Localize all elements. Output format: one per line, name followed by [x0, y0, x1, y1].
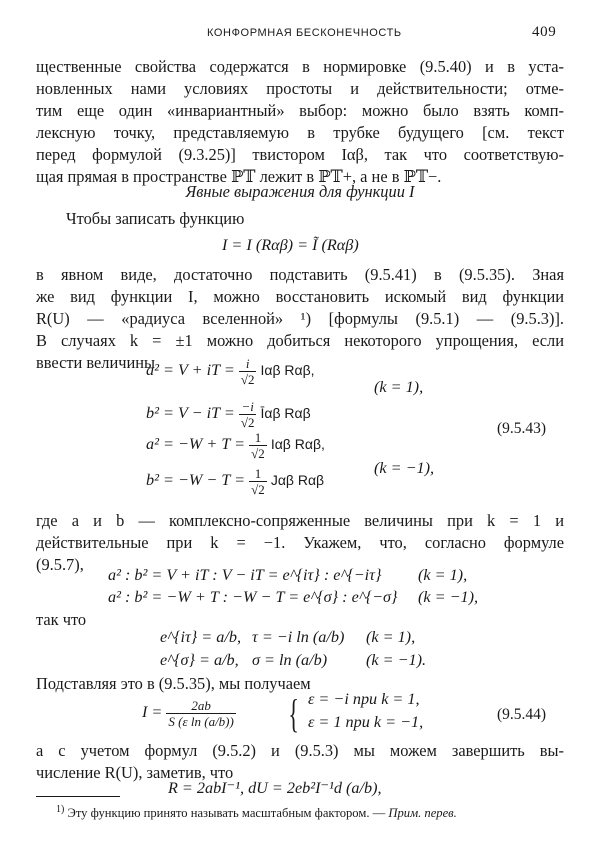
fraction: [239, 399, 257, 430]
paragraph1-line: тим еще один «инвариантный» выбор: можно было взять комп-: [36, 101, 564, 120]
fraction-denominator: √2: [240, 415, 255, 430]
paragraph2-line: В случаях k = ±1 можно добиться некоторого упрощения, если: [36, 331, 564, 350]
eq-lhs: b² = −W − T =: [146, 471, 246, 490]
eq-exp-condition: (k = 1),: [366, 628, 416, 646]
eq-rhs: Jαβ Rαβ: [270, 472, 325, 489]
fraction-numerator: 1: [249, 430, 267, 446]
paragraph2-line: ввести величины: [36, 353, 156, 372]
eq-case: ε = 1 при k = −1,: [308, 713, 424, 731]
paragraph2-line: R(U) — «радиуса вселенной» ¹) [формулы (9.5.1) — (9.5.3)].: [36, 309, 564, 328]
footnote-mark: 1): [56, 804, 65, 815]
eq-lhs: a² = V + iT =: [146, 361, 235, 380]
paragraph1-line: новленных нами условиях простоты и действительности; отме-: [36, 79, 564, 98]
equation-final: R = 2abI⁻¹, dU = 2eb²I⁻¹d (a/b),: [168, 779, 382, 797]
eq-condition-km1: (k = −1),: [374, 459, 435, 477]
eq-ratio-condition: (k = −1),: [418, 588, 479, 606]
footnote-attribution: Прим. перев.: [388, 806, 457, 821]
footnote-text: Эту функцию принято называть масштабным фактором. —: [67, 806, 389, 821]
eq-ratio-row: a² : b² = −W + T : −W − T = e^{σ} : e^{−σ}: [108, 588, 398, 606]
fraction-denominator: √2: [240, 372, 255, 387]
paragraph3-line: (9.5.7),: [36, 555, 84, 574]
eq-lhs: a² = −W + T =: [146, 435, 246, 454]
paragraph1-line: щая прямая в пространстве ℙ𝕋 лежит в ℙ𝕋+, а не в ℙ𝕋−.: [36, 167, 442, 186]
eq-case: ε = −i при k = 1,: [308, 690, 420, 708]
paragraph1-line: лексную точку, представляемую в трубке будущего [см. текст: [36, 123, 564, 142]
running-header: КОНФОРМНАЯ БЕСКОНЕЧНОСТЬ: [207, 27, 402, 39]
eq-exp-part: σ = ln (a/b): [252, 651, 328, 669]
eq-lhs: b² = V − iT =: [146, 404, 235, 423]
fraction: [249, 430, 267, 461]
eq-9544-lhs: [142, 698, 236, 729]
page-number: 409: [532, 24, 557, 40]
fraction-denominator: √2: [251, 482, 265, 497]
paragraph4-line: а с учетом формул (9.5.2) и (9.5.3) мы можем завершить вы-: [36, 741, 564, 760]
fraction-denominator: √2: [251, 446, 265, 461]
fraction-numerator: i: [239, 356, 257, 372]
fraction-denominator: S (ε ln (a/b)): [168, 714, 234, 729]
paragraph3-line: действительные при k = −1. Укажем, что, согласно формуле: [36, 533, 564, 552]
equation-number: (9.5.44): [497, 706, 547, 723]
eq-9543-row: [146, 466, 324, 497]
eq-ratio-row: a² : b² = V + iT : V − iT = e^{iτ} : e^{−iτ}: [108, 566, 382, 584]
section-title: Явные выражения для функции I: [185, 182, 415, 201]
fraction: [249, 466, 267, 497]
equation-function: I = I (Rαβ) = Ĩ (Rαβ): [222, 236, 359, 254]
curly-brace: {: [288, 691, 299, 736]
fraction-numerator: 1: [249, 466, 267, 482]
text-substituting: Подставляя это в (9.5.35), мы получаем: [36, 674, 311, 693]
equation-number: (9.5.43): [497, 420, 547, 437]
fraction: [239, 356, 257, 387]
paragraph4-line: числение R(U), заметив, что: [36, 763, 234, 782]
eq-9543-row: [146, 430, 325, 461]
footnote: [56, 804, 457, 821]
eq-rhs: Īαβ Rαβ: [260, 405, 311, 422]
fraction-numerator: 2ab: [166, 698, 235, 714]
footnote-divider: [36, 796, 120, 797]
eq-9543-row: [146, 356, 315, 387]
paragraph1-line: щественные свойства содержатся в нормировке (9.5.40) и в уста-: [36, 57, 564, 76]
paragraph1-line: перед формулой (9.3.25)] твистором Iαβ, так что соответствую-: [36, 145, 564, 164]
eq-exp-part: e^{iτ} = a/b,: [160, 628, 242, 646]
fraction: [166, 698, 235, 729]
eq-lhs: I =: [142, 703, 163, 722]
eq-condition-k1: (k = 1),: [374, 378, 424, 396]
eq-rhs: Iαβ Rαβ,: [260, 362, 315, 379]
eq-rhs: Iαβ Rαβ,: [270, 436, 325, 453]
paragraph2-line: в явном виде, достаточно подставить (9.5.41) в (9.5.35). Зная: [36, 265, 564, 284]
fraction-numerator: −i: [239, 399, 257, 415]
paragraph2-line: же вид функции I, можно восстановить искомый вид функции: [36, 287, 564, 306]
intro-line: Чтобы записать функцию: [66, 209, 245, 228]
eq-9543-row: [146, 399, 311, 430]
eq-exp-part: e^{σ} = a/b,: [160, 651, 239, 669]
text-so-that: так что: [36, 610, 87, 629]
eq-ratio-condition: (k = 1),: [418, 566, 468, 584]
eq-exp-condition: (k = −1).: [366, 651, 427, 669]
paragraph3-line: где a и b — комплексно-сопряженные величины при k = 1 и: [36, 511, 564, 530]
eq-exp-part: τ = −i ln (a/b): [252, 628, 345, 646]
